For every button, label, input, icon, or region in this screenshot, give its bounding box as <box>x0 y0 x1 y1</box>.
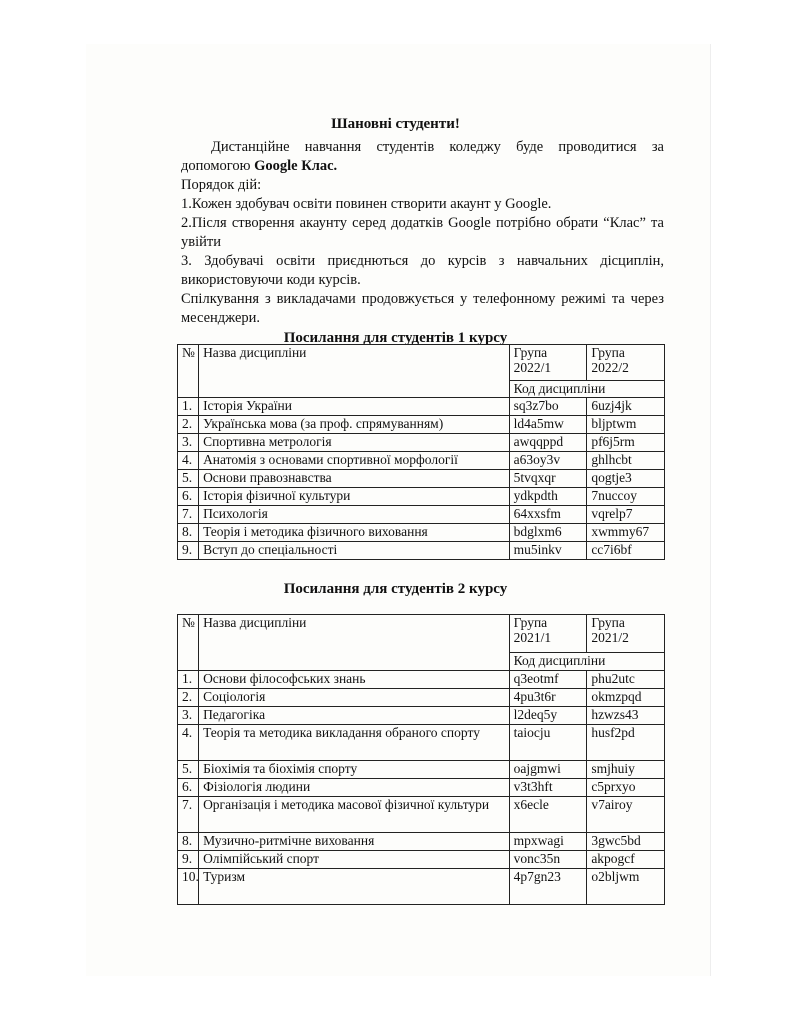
cell-discipline: Вступ до спеціальності <box>199 542 510 560</box>
cell-discipline: Олімпійський спорт <box>199 851 510 869</box>
intro-line-2-prefix: допомогою <box>181 158 255 174</box>
cell-no: 5. <box>178 470 199 488</box>
header-group-2: Група 2021/2 <box>587 615 665 653</box>
table-row <box>178 416 665 434</box>
cell-code-group-1: awqqppd <box>509 434 587 452</box>
cell-no: 9. <box>178 851 199 869</box>
cell-discipline: Теорія і методика фізичного виховання <box>199 524 510 542</box>
order-label: Порядок дій: <box>181 177 262 193</box>
cell-code-group-1: 64xxsfm <box>509 506 587 524</box>
header-group-1: Група 2022/1 <box>509 345 587 381</box>
step-3-line-2: використовуючи коди курсів. <box>181 272 361 288</box>
cell-code-group-2: vqrelp7 <box>587 506 665 524</box>
cell-discipline: Теорія та методика викладання обраного спорту <box>199 725 510 761</box>
cell-discipline: Туризм <box>199 869 510 905</box>
cell-discipline: Основи філософських знань <box>199 671 510 689</box>
cell-code-group-1: bdglxm6 <box>509 524 587 542</box>
cell-discipline: Педагогіка <box>199 707 510 725</box>
cell-no: 7. <box>178 506 199 524</box>
cell-code-group-2: bljptwm <box>587 416 665 434</box>
cell-discipline: Фізіологія людини <box>199 779 510 797</box>
cell-no: 1. <box>178 398 199 416</box>
cell-no: 5. <box>178 761 199 779</box>
table-row <box>178 524 665 542</box>
cell-discipline: Основи правознавства <box>199 470 510 488</box>
cell-no: 9. <box>178 542 199 560</box>
table-row <box>178 398 665 416</box>
table-row <box>178 689 665 707</box>
cell-no: 6. <box>178 779 199 797</box>
table-row <box>178 506 665 524</box>
cell-code-group-2: cc7i6bf <box>587 542 665 560</box>
cell-code-group-2: xwmmy67 <box>587 524 665 542</box>
table-row <box>178 470 665 488</box>
header-group-2: Група 2022/2 <box>587 345 665 381</box>
table-row <box>178 761 665 779</box>
cell-code-group-2: v7airoy <box>587 797 665 833</box>
cell-code-group-2: 7nuccoy <box>587 488 665 506</box>
intro-line-1: Дистанційне навчання студентів коледжу буде проводитися за <box>211 139 664 155</box>
cell-code-group-1: mpxwagi <box>509 833 587 851</box>
cell-code-group-1: x6ecle <box>509 797 587 833</box>
cell-code-group-1: 4p7gn23 <box>509 869 587 905</box>
table-row <box>178 851 665 869</box>
cell-code-group-2: 6uzj4jk <box>587 398 665 416</box>
cell-code-group-2: ghlhcbt <box>587 452 665 470</box>
cell-code-group-2: o2bljwm <box>587 869 665 905</box>
cell-no: 8. <box>178 833 199 851</box>
header-name: Назва дисципліни <box>199 345 510 398</box>
cell-code-group-1: ydkpdth <box>509 488 587 506</box>
intro-text <box>181 138 664 328</box>
cell-code-group-1: 5tvqxqr <box>509 470 587 488</box>
course-1-table <box>177 344 665 560</box>
cell-no: 10. <box>178 869 199 905</box>
cell-code-group-1: taiocju <box>509 725 587 761</box>
cell-code-group-2: phu2utc <box>587 671 665 689</box>
cell-no: 4. <box>178 452 199 470</box>
cell-code-group-2: qogtje3 <box>587 470 665 488</box>
cell-discipline: Історія України <box>199 398 510 416</box>
cell-code-group-1: 4pu3t6r <box>509 689 587 707</box>
cell-code-group-2: akpogcf <box>587 851 665 869</box>
page-title: Шановні студенти! <box>331 116 460 132</box>
header-group-1: Група 2021/1 <box>509 615 587 653</box>
cell-no: 1. <box>178 671 199 689</box>
cell-code-group-1: a63oy3v <box>509 452 587 470</box>
cell-discipline: Соціологія <box>199 689 510 707</box>
course-2-heading: Посилання для студентів 2 курсу <box>283 581 508 597</box>
cell-code-group-1: v3t3hft <box>509 779 587 797</box>
step-2-line-1: 2.Після створення акаунту серед додатків Google потрібно обрати “Клас” та <box>181 215 664 231</box>
cell-no: 4. <box>178 725 199 761</box>
header-no: № <box>178 345 199 398</box>
header-name: Назва дисципліни <box>199 615 510 671</box>
cell-no: 7. <box>178 797 199 833</box>
course-2-table <box>177 614 665 905</box>
cell-discipline: Історія фізичної культури <box>199 488 510 506</box>
google-classroom-label: Google Клас. <box>254 158 338 174</box>
cell-code-group-2: hzwzs43 <box>587 707 665 725</box>
cell-code-group-2: pf6j5rm <box>587 434 665 452</box>
cell-code-group-1: l2deq5y <box>509 707 587 725</box>
step-1: 1.Кожен здобувач освіти повинен створити акаунт у Google. <box>181 196 552 212</box>
cell-discipline: Українська мова (за проф. спрямуванням) <box>199 416 510 434</box>
cell-no: 3. <box>178 707 199 725</box>
cell-code-group-2: husf2pd <box>587 725 665 761</box>
table-row <box>178 869 665 905</box>
header-code: Код дисципліни <box>509 381 664 398</box>
table-row <box>178 434 665 452</box>
cell-discipline: Спортивна метрологія <box>199 434 510 452</box>
cell-no: 3. <box>178 434 199 452</box>
cell-discipline: Психологія <box>199 506 510 524</box>
cell-code-group-1: oajgmwi <box>509 761 587 779</box>
table-row <box>178 707 665 725</box>
table-row <box>178 833 665 851</box>
cell-code-group-1: vonc35n <box>509 851 587 869</box>
cell-discipline: Анатомія з основами спортивної морфології <box>199 452 510 470</box>
cell-code-group-2: okmzpqd <box>587 689 665 707</box>
step-2-line-2: увійти <box>181 234 221 250</box>
cell-code-group-1: q3eotmf <box>509 671 587 689</box>
header-code: Код дисципліни <box>509 653 664 671</box>
table-row <box>178 671 665 689</box>
contact-line-2: месенджери. <box>181 310 261 326</box>
cell-discipline: Біохімія та біохімія спорту <box>199 761 510 779</box>
cell-no: 2. <box>178 689 199 707</box>
table-row <box>178 779 665 797</box>
cell-code-group-2: 3gwc5bd <box>587 833 665 851</box>
header-no: № <box>178 615 199 671</box>
step-3-line-1: 3. Здобувачі освіти приєднються до курсів з навчальних дісциплін, <box>181 253 664 269</box>
contact-line-1: Спілкування з викладачами продовжується у телефонному режимі та через <box>181 291 664 307</box>
cell-code-group-1: mu5inkv <box>509 542 587 560</box>
table-row <box>178 488 665 506</box>
table-row <box>178 452 665 470</box>
table-row <box>178 797 665 833</box>
course-1-heading: Посилання для студентів 1 курсу <box>283 330 508 346</box>
cell-no: 8. <box>178 524 199 542</box>
table-row <box>178 542 665 560</box>
cell-code-group-2: smjhuiy <box>587 761 665 779</box>
cell-code-group-1: sq3z7bo <box>509 398 587 416</box>
cell-discipline: Організація і методика масової фізичної культури <box>199 797 510 833</box>
cell-code-group-2: c5prxyo <box>587 779 665 797</box>
cell-code-group-1: ld4a5mw <box>509 416 587 434</box>
cell-no: 6. <box>178 488 199 506</box>
table-row <box>178 725 665 761</box>
cell-discipline: Музично-ритмічне виховання <box>199 833 510 851</box>
cell-no: 2. <box>178 416 199 434</box>
intro-line-2 <box>181 157 664 176</box>
